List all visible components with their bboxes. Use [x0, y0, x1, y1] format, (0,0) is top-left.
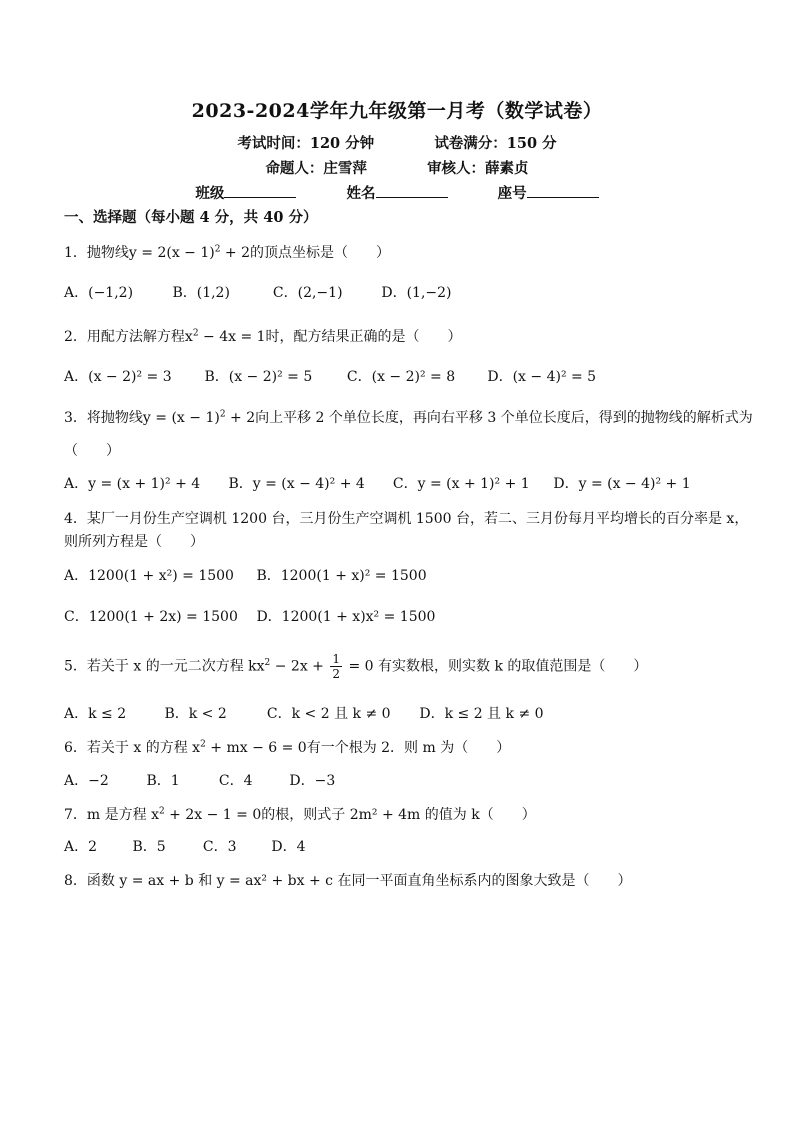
- option-c[interactable]: C．1200(1 + 2x) = 1500: [64, 609, 238, 625]
- question-2: 2．用配方法解方程$x^2 - 4x = 1$时，配方结果正确的是（ ）: [64, 328, 462, 345]
- question-7: 7．m 是方程 $x^2 + 2x - 1 = 0$的根，则式子 2m² + 4m 的值为 k（ ）: [64, 806, 536, 823]
- option-a[interactable]: A．y = (x + 1)² + 4: [64, 476, 201, 492]
- option-d[interactable]: D．1200(1 + x)x² = 1500: [256, 609, 436, 625]
- option-c[interactable]: C．(x − 2)² = 8: [346, 369, 456, 385]
- question-4-options-2: [64, 606, 435, 626]
- option-c[interactable]: C．4: [218, 773, 253, 789]
- option-c[interactable]: C．y = (x + 1)² + 1: [392, 476, 530, 492]
- option-c[interactable]: C．k < 2 且 k ≠ 0: [266, 706, 391, 722]
- question-5: 5．若关于 x 的一元二次方程 $kx^2 - 2x$ + $\frac{1}{2}$ = 0 有实数根，则实数 k 的取值范围是（ ）: [64, 652, 648, 681]
- option-a[interactable]: A．2: [64, 839, 98, 855]
- question-8: 8．函数 y = ax + b 和 y = ax² + bx + c 在同一平面直角坐标系内的图象大致是（ ）: [64, 873, 632, 889]
- option-a[interactable]: A．(x − 2)² = 3: [64, 369, 172, 385]
- option-b[interactable]: B．1200(1 + x)² = 1500: [256, 568, 427, 584]
- seat-label: 座号: [497, 185, 527, 202]
- question-2-options: [64, 366, 596, 386]
- question-5-options: [64, 703, 544, 723]
- question-6-options: [64, 770, 335, 790]
- exam-info-line: [0, 132, 794, 153]
- exam-reviewer: 审核人：薛素贞: [427, 160, 529, 177]
- question-7-options: [64, 836, 306, 856]
- question-6: 6．若关于 x 的方程 $x^2$ + mx − 6 = 0有一个根为 2．则 m 为（ ）: [64, 739, 511, 756]
- author-line: [0, 157, 794, 178]
- option-d[interactable]: D．−3: [289, 773, 336, 789]
- option-c[interactable]: C．(2,−1): [272, 285, 343, 301]
- option-d[interactable]: D．y = (x − 4)² + 1: [553, 476, 691, 492]
- option-a[interactable]: A．1200(1 + x²) = 1500: [64, 568, 234, 584]
- question-1-options: [64, 282, 452, 302]
- option-d[interactable]: D．4: [271, 839, 306, 855]
- class-field[interactable]: [224, 182, 296, 198]
- exam-author: 命题人：庄雪萍: [265, 160, 367, 177]
- section-title: 一、选择题（每小题 4 分，共 40 分）: [64, 209, 318, 226]
- seat-field[interactable]: [527, 182, 599, 198]
- class-label: 班级: [195, 185, 225, 202]
- question-4: 4．某厂一月份生产空调机 1200 台，三月份生产空调机 1500 台，若二、三月份每月平均增长的百分率是 x，: [64, 511, 749, 527]
- exam-score: 试卷满分：150 分: [434, 135, 557, 152]
- option-b[interactable]: B．(1,2): [172, 285, 230, 301]
- exam-time: 考试时间：120 分钟: [237, 135, 375, 152]
- question-3-options: [64, 473, 691, 493]
- option-a[interactable]: A．−2: [64, 773, 109, 789]
- option-b[interactable]: B．k < 2: [164, 706, 227, 722]
- name-label: 姓名: [346, 185, 376, 202]
- option-b[interactable]: B．5: [132, 839, 166, 855]
- question-3-line2: （ ）: [64, 443, 120, 459]
- option-d[interactable]: D．(x − 4)² = 5: [487, 369, 597, 385]
- question-4-line2: 则所列方程是（ ）: [64, 534, 204, 550]
- question-3: 3．将抛物线$y = (x - 1)^2 + 2$向上平移 2 个单位长度，再向右平移 3 个单位长度后，得到的抛物线的解析式为: [64, 409, 753, 426]
- exam-title: 2023-2024学年九年级第一月考（数学试卷）: [191, 100, 603, 122]
- option-b[interactable]: B．1: [146, 773, 180, 789]
- option-d[interactable]: D．(1,−2): [381, 285, 452, 301]
- student-info-line: [0, 182, 794, 203]
- question-4-options: [64, 565, 427, 585]
- option-b[interactable]: B．(x − 2)² = 5: [204, 369, 313, 385]
- option-b[interactable]: B．y = (x − 4)² + 4: [228, 476, 365, 492]
- option-a[interactable]: A．(−1,2): [64, 285, 134, 301]
- question-1: 1．抛物线$y = 2(x - 1)^2 + 2$的顶点坐标是（ ）: [64, 244, 391, 261]
- option-d[interactable]: D．k ≤ 2 且 k ≠ 0: [419, 706, 544, 722]
- name-field[interactable]: [376, 182, 448, 198]
- fraction: $\frac{1}{2}$: [332, 652, 340, 681]
- option-a[interactable]: A．k ≤ 2: [64, 706, 127, 722]
- option-c[interactable]: C．3: [202, 839, 237, 855]
